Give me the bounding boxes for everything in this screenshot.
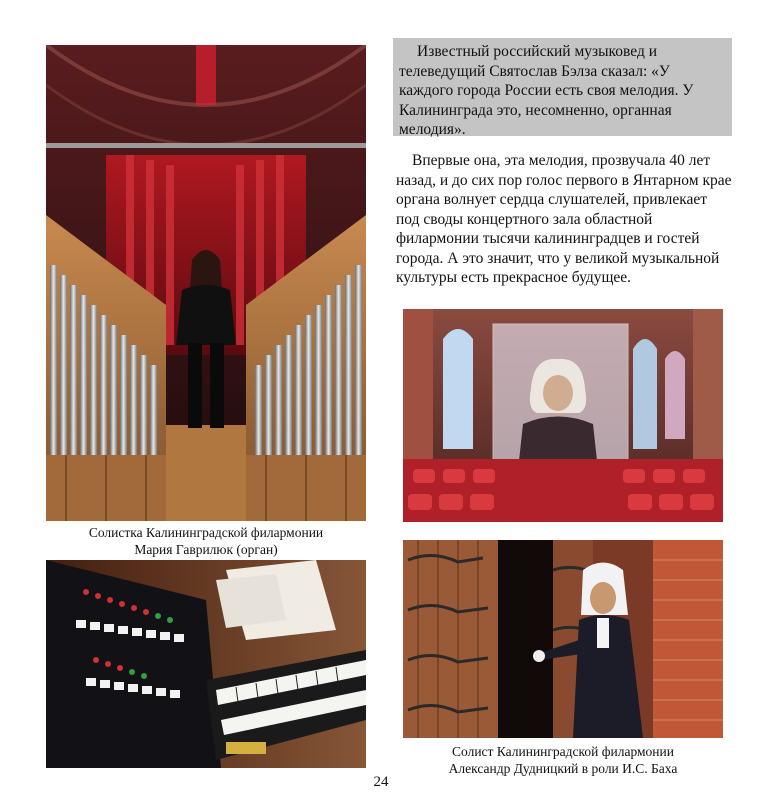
caption-line: Солистка Калининградской филармонии (88, 525, 324, 540)
page-number: 24 (373, 774, 389, 790)
caption-line: Александр Дудницкий в роли И.С. Баха (448, 761, 678, 776)
body-text (396, 151, 732, 288)
quote-text: Известный российский музыковед и телеведущий Святослав Бэлза сказал: «У каждого города России есть своя мелодия. У Калининграда это, несомненно, органная мелодия». (399, 43, 694, 138)
console-photo (46, 560, 366, 768)
organ-photo-caption (46, 524, 366, 558)
caption-line: Солист Калининградской филармонии (452, 744, 674, 759)
body-paragraph: Впервые она, эта мелодия, прозвучала 40 лет назад, и до сих пор голос первого в Янтарном крае органа волнует сердца слушателей, привлекает под своды концертного зала областной филармонии тысячи калининградцев и гостей города. А это значит, что у великой музыкальной культуры есть прекрасное будущее. (396, 152, 732, 286)
organ-photo (46, 45, 366, 521)
concert-hall-photo (403, 309, 723, 522)
bach-actor-caption (403, 743, 723, 777)
caption-line: Мария Гаврилюк (орган) (134, 542, 278, 557)
bach-actor-photo (403, 540, 723, 738)
quote-box (393, 38, 732, 136)
